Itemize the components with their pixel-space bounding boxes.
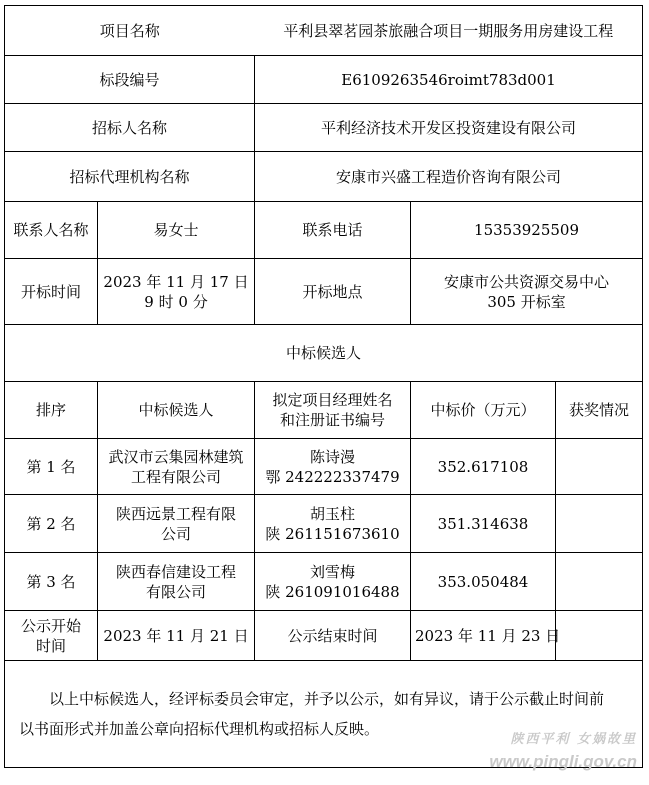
tenderer-value: 平利经济技术开发区投资建设有限公司 <box>255 104 643 152</box>
opening-place-value <box>411 259 643 325</box>
header-manager-line2: 和注册证书编号 <box>280 411 386 429</box>
project-value: 平利县翠茗园茶旅融合项目一期服务用房建设工程 <box>255 6 643 56</box>
price-cell: 353.050484 <box>411 553 556 611</box>
tenderer-label: 招标人名称 <box>5 104 255 152</box>
rank-cell: 第 1 名 <box>5 439 98 495</box>
notice-line2: 以书面形式并加盖公章向招标代理机构或招标人反映。 <box>19 720 380 738</box>
price-cell: 352.617108 <box>411 439 556 495</box>
publicity-end-value: 2023 年 11 月 23 日 <box>411 611 556 661</box>
contact-row <box>5 202 643 259</box>
manager-cell <box>255 439 411 495</box>
award-cell <box>556 495 643 553</box>
notice-line1: 以上中标候选人，经评标委员会审定，并予以公示，如有异议，请于公示截止时间前 <box>49 690 605 708</box>
publicity-start-label-line2: 时间 <box>35 636 66 655</box>
section-label: 标段编号 <box>5 56 255 104</box>
contact-name-value: 易女士 <box>98 202 255 259</box>
manager-cert: 陕 261091016488 <box>265 582 400 601</box>
publicity-blank <box>556 611 643 661</box>
company-line2: 公司 <box>161 524 192 543</box>
opening-hour: 9 时 0 分 <box>144 292 208 311</box>
price-cell: 351.314638 <box>411 495 556 553</box>
contact-phone-label: 联系电话 <box>255 202 411 259</box>
section-value: E6109263546roimt783d001 <box>255 56 643 104</box>
header-price: 中标价（万元） <box>411 382 556 439</box>
manager-name: 胡玉柱 <box>310 504 356 523</box>
opening-place-label: 开标地点 <box>255 259 411 325</box>
table-row <box>5 439 643 495</box>
company-line1: 武汉市云集园林建筑 <box>108 447 244 466</box>
opening-date: 2023 年 11 月 17 日 <box>103 272 249 291</box>
company-cell <box>98 439 255 495</box>
manager-cell <box>255 495 411 553</box>
tenderer-row <box>5 104 643 152</box>
notice-row <box>5 661 643 768</box>
manager-name: 陈诗漫 <box>310 447 356 466</box>
award-cell <box>556 439 643 495</box>
company-line2: 工程有限公司 <box>131 467 222 486</box>
notice-text <box>5 661 643 768</box>
candidates-title: 中标候选人 <box>5 325 643 382</box>
bid-result-table <box>4 5 643 768</box>
header-manager-line1: 拟定项目经理姓名 <box>272 391 393 409</box>
agency-row <box>5 152 643 202</box>
publicity-start-label <box>5 611 98 661</box>
candidates-header-row <box>5 382 643 439</box>
watermark-slogan: 陕西平利 女娲故里 <box>510 732 637 747</box>
table-row <box>5 495 643 553</box>
manager-cell <box>255 553 411 611</box>
rank-cell: 第 3 名 <box>5 553 98 611</box>
company-line1: 陕西春信建设工程 <box>116 562 237 581</box>
company-cell <box>98 553 255 611</box>
company-line1: 陕西远景工程有限 <box>116 504 237 523</box>
contact-name-label: 联系人名称 <box>5 202 98 259</box>
project-row <box>5 6 643 56</box>
table-row <box>5 553 643 611</box>
section-row <box>5 56 643 104</box>
opening-time-label: 开标时间 <box>5 259 98 325</box>
contact-phone-value: 15353925509 <box>411 202 643 259</box>
manager-cert: 鄂 242222337479 <box>265 467 400 486</box>
watermark-url: www.pingli.gov.cn <box>489 752 637 771</box>
company-line2: 有限公司 <box>146 582 207 601</box>
manager-cert: 陕 261151673610 <box>265 524 400 543</box>
publicity-end-label: 公示结束时间 <box>255 611 411 661</box>
publicity-row <box>5 611 643 661</box>
rank-cell: 第 2 名 <box>5 495 98 553</box>
manager-name: 刘雪梅 <box>310 562 356 581</box>
publicity-start-value: 2023 年 11 月 21 日 <box>98 611 255 661</box>
award-cell <box>556 553 643 611</box>
project-label: 项目名称 <box>5 6 255 56</box>
candidates-title-row <box>5 325 643 382</box>
opening-place-line1: 安康市公共资源交易中心 <box>444 272 610 291</box>
opening-time-value <box>98 259 255 325</box>
header-award: 获奖情况 <box>556 382 643 439</box>
agency-label: 招标代理机构名称 <box>5 152 255 202</box>
header-manager <box>255 382 411 439</box>
publicity-start-label-line1: 公示开始 <box>20 616 81 635</box>
header-rank: 排序 <box>5 382 98 439</box>
opening-row <box>5 259 643 325</box>
opening-place-line2: 305 开标室 <box>487 292 566 311</box>
company-cell <box>98 495 255 553</box>
header-candidate: 中标候选人 <box>98 382 255 439</box>
agency-value: 安康市兴盛工程造价咨询有限公司 <box>255 152 643 202</box>
